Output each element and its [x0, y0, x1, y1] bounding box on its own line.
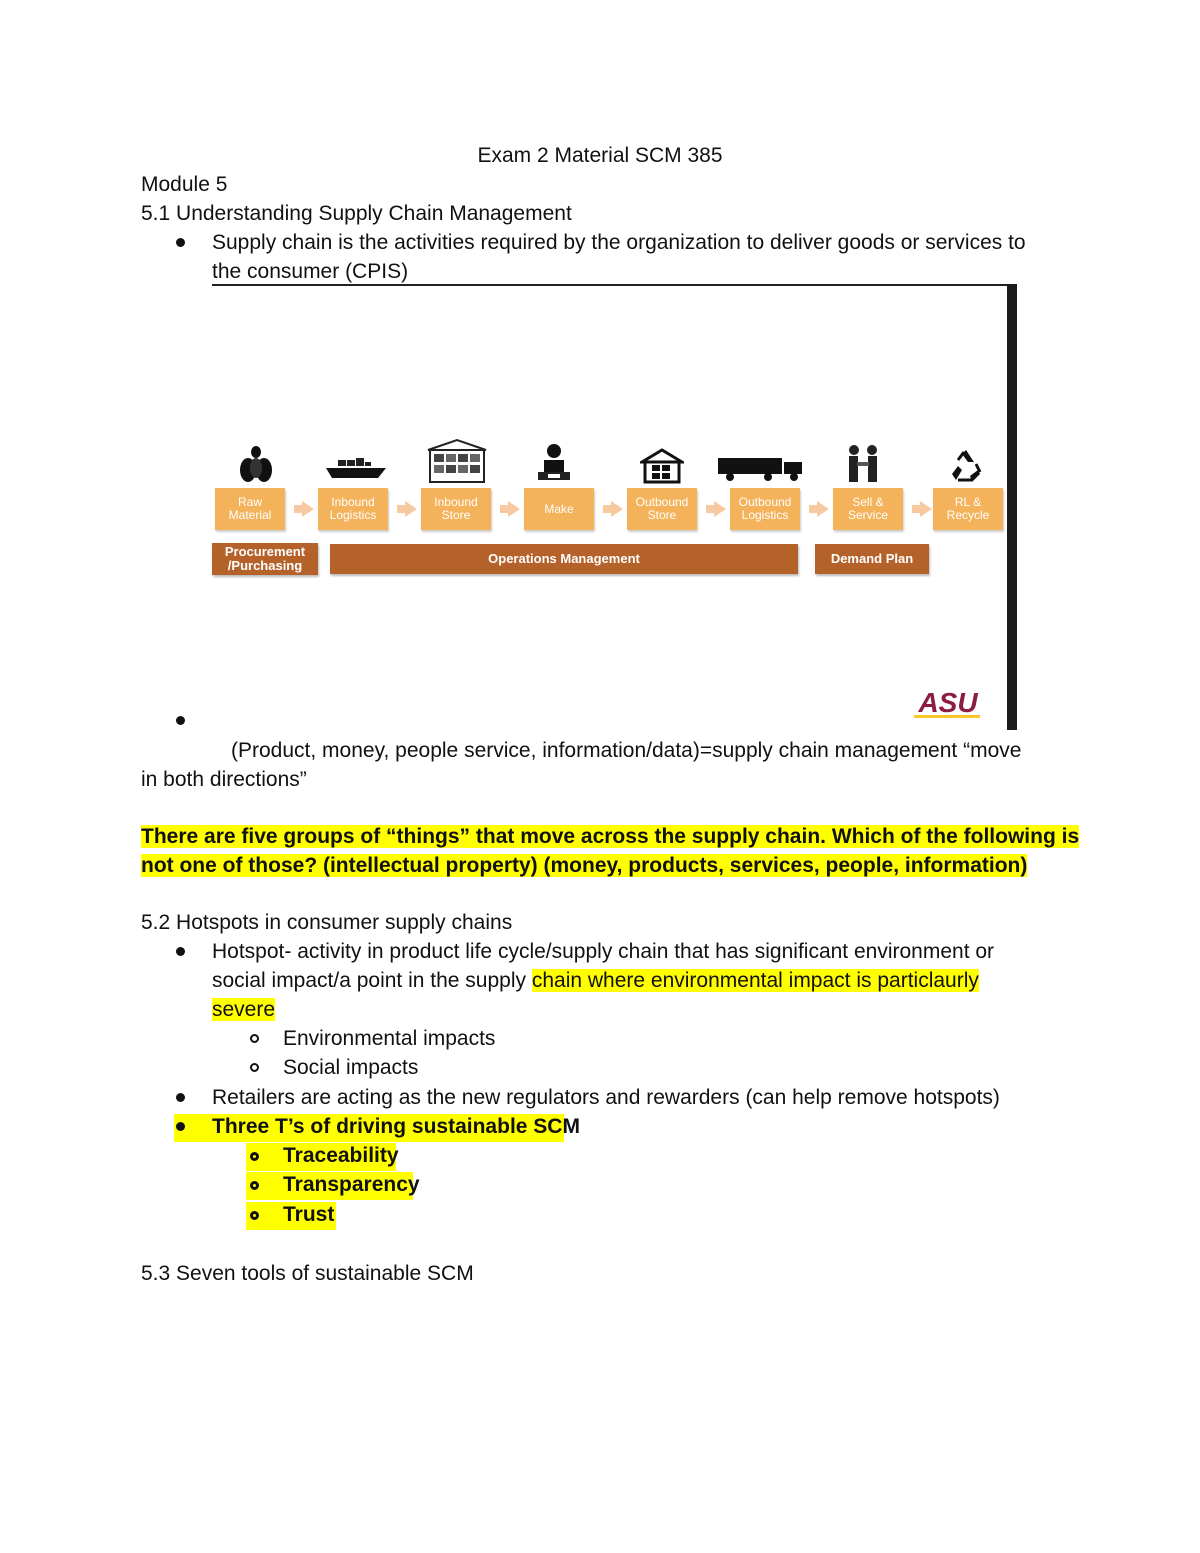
- stage-rl-recycle: RL & Recycle: [933, 488, 1003, 530]
- paragraph-line: in both directions”: [141, 768, 307, 791]
- bullet-text-plain: social impact/a point in the supply: [212, 969, 532, 992]
- sub-bullet-text: Social impacts: [283, 1056, 419, 1079]
- warehouse-icon: [426, 438, 488, 484]
- stage-sell-service: Sell & Service: [833, 488, 903, 530]
- figure-border: [1007, 284, 1017, 730]
- bullet: [176, 1093, 185, 1102]
- bullet: [176, 716, 185, 725]
- stage-inbound-logistics: Inbound Logistics: [318, 488, 388, 530]
- sub-bullet: [250, 1063, 259, 1072]
- question-highlight: There are five groups of “things” that move across the supply chain. Which of the following is: [141, 825, 1080, 848]
- stage-outbound-store: Outbound Store: [627, 488, 697, 530]
- recycle-icon: [948, 448, 984, 484]
- truck-icon: [718, 456, 808, 482]
- arrow-icon: [920, 501, 932, 517]
- bullet: [176, 947, 185, 956]
- supply-chain-figure: [212, 284, 1016, 730]
- arrow-icon: [714, 501, 726, 517]
- figure-border: [212, 284, 1016, 286]
- sub-bullet: [250, 1211, 259, 1220]
- band-demand-plan: Demand Plan: [815, 544, 929, 574]
- bullet-text: Retailers are acting as the new regulators and rewarders (can help remove hotspots): [212, 1086, 1000, 1109]
- arrow-icon: [405, 501, 417, 517]
- sub-bullet-text: Environmental impacts: [283, 1027, 496, 1050]
- bullet-text-highlight: chain where environmental impact is particlaurly: [531, 969, 979, 992]
- band-procurement: Procurement /Purchasing: [212, 543, 318, 575]
- handshake-icon: [845, 444, 881, 484]
- section-5-3-heading: 5.3 Seven tools of sustainable SCM: [141, 1262, 474, 1285]
- worker-icon: [534, 442, 574, 484]
- bullet-text: the consumer (CPIS): [212, 260, 409, 283]
- stage-outbound-logistics: Outbound Logistics: [730, 488, 800, 530]
- section-5-2-heading: 5.2 Hotspots in consumer supply chains: [141, 911, 513, 934]
- bullet-text: [212, 967, 979, 995]
- arrow-icon: [817, 501, 829, 517]
- band-operations: Operations Management: [330, 544, 798, 574]
- stage-inbound-store: Inbound Store: [421, 488, 491, 530]
- bullet-text-highlight: severe: [212, 998, 276, 1021]
- arrow-icon: [508, 501, 520, 517]
- question-line: [141, 823, 1079, 851]
- raw-material-icon: [238, 444, 274, 484]
- stage-make: Make: [524, 488, 594, 530]
- page-title: Exam 2 Material SCM 385: [477, 144, 723, 167]
- bullet: [176, 238, 185, 247]
- sub-bullet-text: Traceability: [283, 1144, 399, 1167]
- ship-icon: [324, 456, 388, 482]
- question-line: [141, 852, 1027, 880]
- bullet-text: [212, 996, 275, 1024]
- bullet: [176, 1122, 185, 1131]
- bullet-text: Three T’s of driving sustainable SCM: [212, 1115, 580, 1138]
- bullet-text: Supply chain is the activities required by the organization to deliver goods or services to: [212, 231, 1026, 254]
- asu-logo-text: ASU: [918, 687, 978, 718]
- question-highlight: not one of those? (intellectual property) (money, products, services, people, information): [141, 854, 1028, 877]
- sub-bullet: [250, 1152, 259, 1161]
- store-icon: [640, 448, 684, 484]
- sub-bullet-text: Trust: [283, 1203, 335, 1226]
- module-heading: Module 5: [141, 173, 228, 196]
- sub-bullet: [250, 1034, 259, 1043]
- stage-raw-material: Raw Material: [215, 488, 285, 530]
- arrow-icon: [611, 501, 623, 517]
- arrow-icon: [302, 501, 314, 517]
- sub-bullet: [250, 1181, 259, 1190]
- sub-bullet-text: Transparency: [283, 1173, 420, 1196]
- paragraph-line: (Product, money, people service, information/data)=supply chain management “move: [231, 739, 1022, 762]
- bullet-text: Hotspot- activity in product life cycle/supply chain that has significant environment or: [212, 940, 995, 963]
- section-5-1-heading: 5.1 Understanding Supply Chain Management: [141, 202, 572, 225]
- asu-logo: [912, 687, 984, 719]
